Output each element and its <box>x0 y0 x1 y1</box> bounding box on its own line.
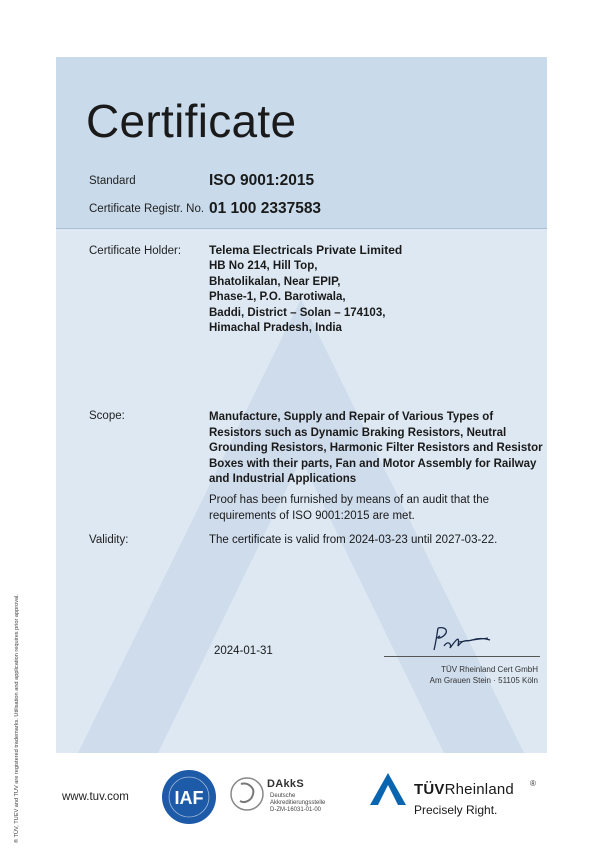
issue-date: 2024-01-31 <box>214 645 273 657</box>
holder-address <box>209 259 385 337</box>
page-title: Certificate <box>86 95 297 147</box>
dakks-text <box>270 793 325 814</box>
proof-text: Proof has been furnished by means of an audit that the requirements of ISO 9001:2015 are met. <box>209 494 490 522</box>
dakks-name: DAkkS <box>267 778 304 790</box>
tuv-brand-bold: TÜV <box>414 781 445 798</box>
address-line: HB No 214, Hill Top, <box>209 260 318 272</box>
registration-value: 01 100 2337583 <box>209 200 322 217</box>
validity-label: Validity: <box>89 534 129 546</box>
validity-text: The certificate is valid from 2024-03-23 until 2027-03-22. <box>209 534 498 546</box>
dakks-seal <box>228 768 266 824</box>
website-link[interactable]: www.tuv.com <box>62 791 129 803</box>
scope-text: Manufacture, Supply and Repair of Various Types of Resistors such as Dynamic Braking Resistors, Neutral Grounding Resistors, Harmonic Filter Resistors and Resistor Boxes with their parts, Fan and Motor Assembly for Railway and Industrial Applications <box>209 411 543 485</box>
iaf-logo-text: IAF <box>174 788 204 808</box>
dakks-line: Akkreditierungsstelle <box>270 800 326 806</box>
address-line: Bhatolikalan, Near EPIP, <box>209 275 341 288</box>
address-line: Himachal Pradesh, India <box>209 322 342 334</box>
iaf-logo <box>155 768 223 826</box>
holder-label: Certificate Holder: <box>89 245 182 257</box>
issuer-address: Am Grauen Stein · 51105 Köln <box>429 676 538 685</box>
registration-label: Certificate Registr. No. <box>89 203 205 215</box>
issuer-name: TÜV Rheinland Cert GmbH <box>441 665 538 674</box>
scope-label: Scope: <box>89 410 125 422</box>
signature-image <box>428 624 498 656</box>
trademark-note: ® TÜV, TUEV and TUV are registered trademarks. Utilisation and application requires prior approval. <box>14 594 20 843</box>
standard-label: Standard <box>89 175 136 187</box>
issuer-block <box>430 664 538 686</box>
tuv-brand <box>414 781 514 798</box>
signature-line <box>384 656 540 657</box>
registered-mark: ® <box>530 779 536 788</box>
dakks-line: Deutsche <box>270 793 296 799</box>
address-line: Baddi, District – Solan – 174103, <box>209 306 386 319</box>
holder-name: Telema Electricals Private Limited <box>209 243 403 257</box>
tuv-brand-rest: Rheinland <box>444 781 514 798</box>
tuv-slogan: Precisely Right. <box>414 803 498 817</box>
tuv-triangle-logo <box>368 771 408 807</box>
dakks-line: D-ZM-16031-01-00 <box>270 807 322 813</box>
header-divider <box>56 228 547 229</box>
standard-value: ISO 9001:2015 <box>209 172 315 189</box>
address-line: Phase-1, P.O. Barotiwala, <box>209 291 346 303</box>
